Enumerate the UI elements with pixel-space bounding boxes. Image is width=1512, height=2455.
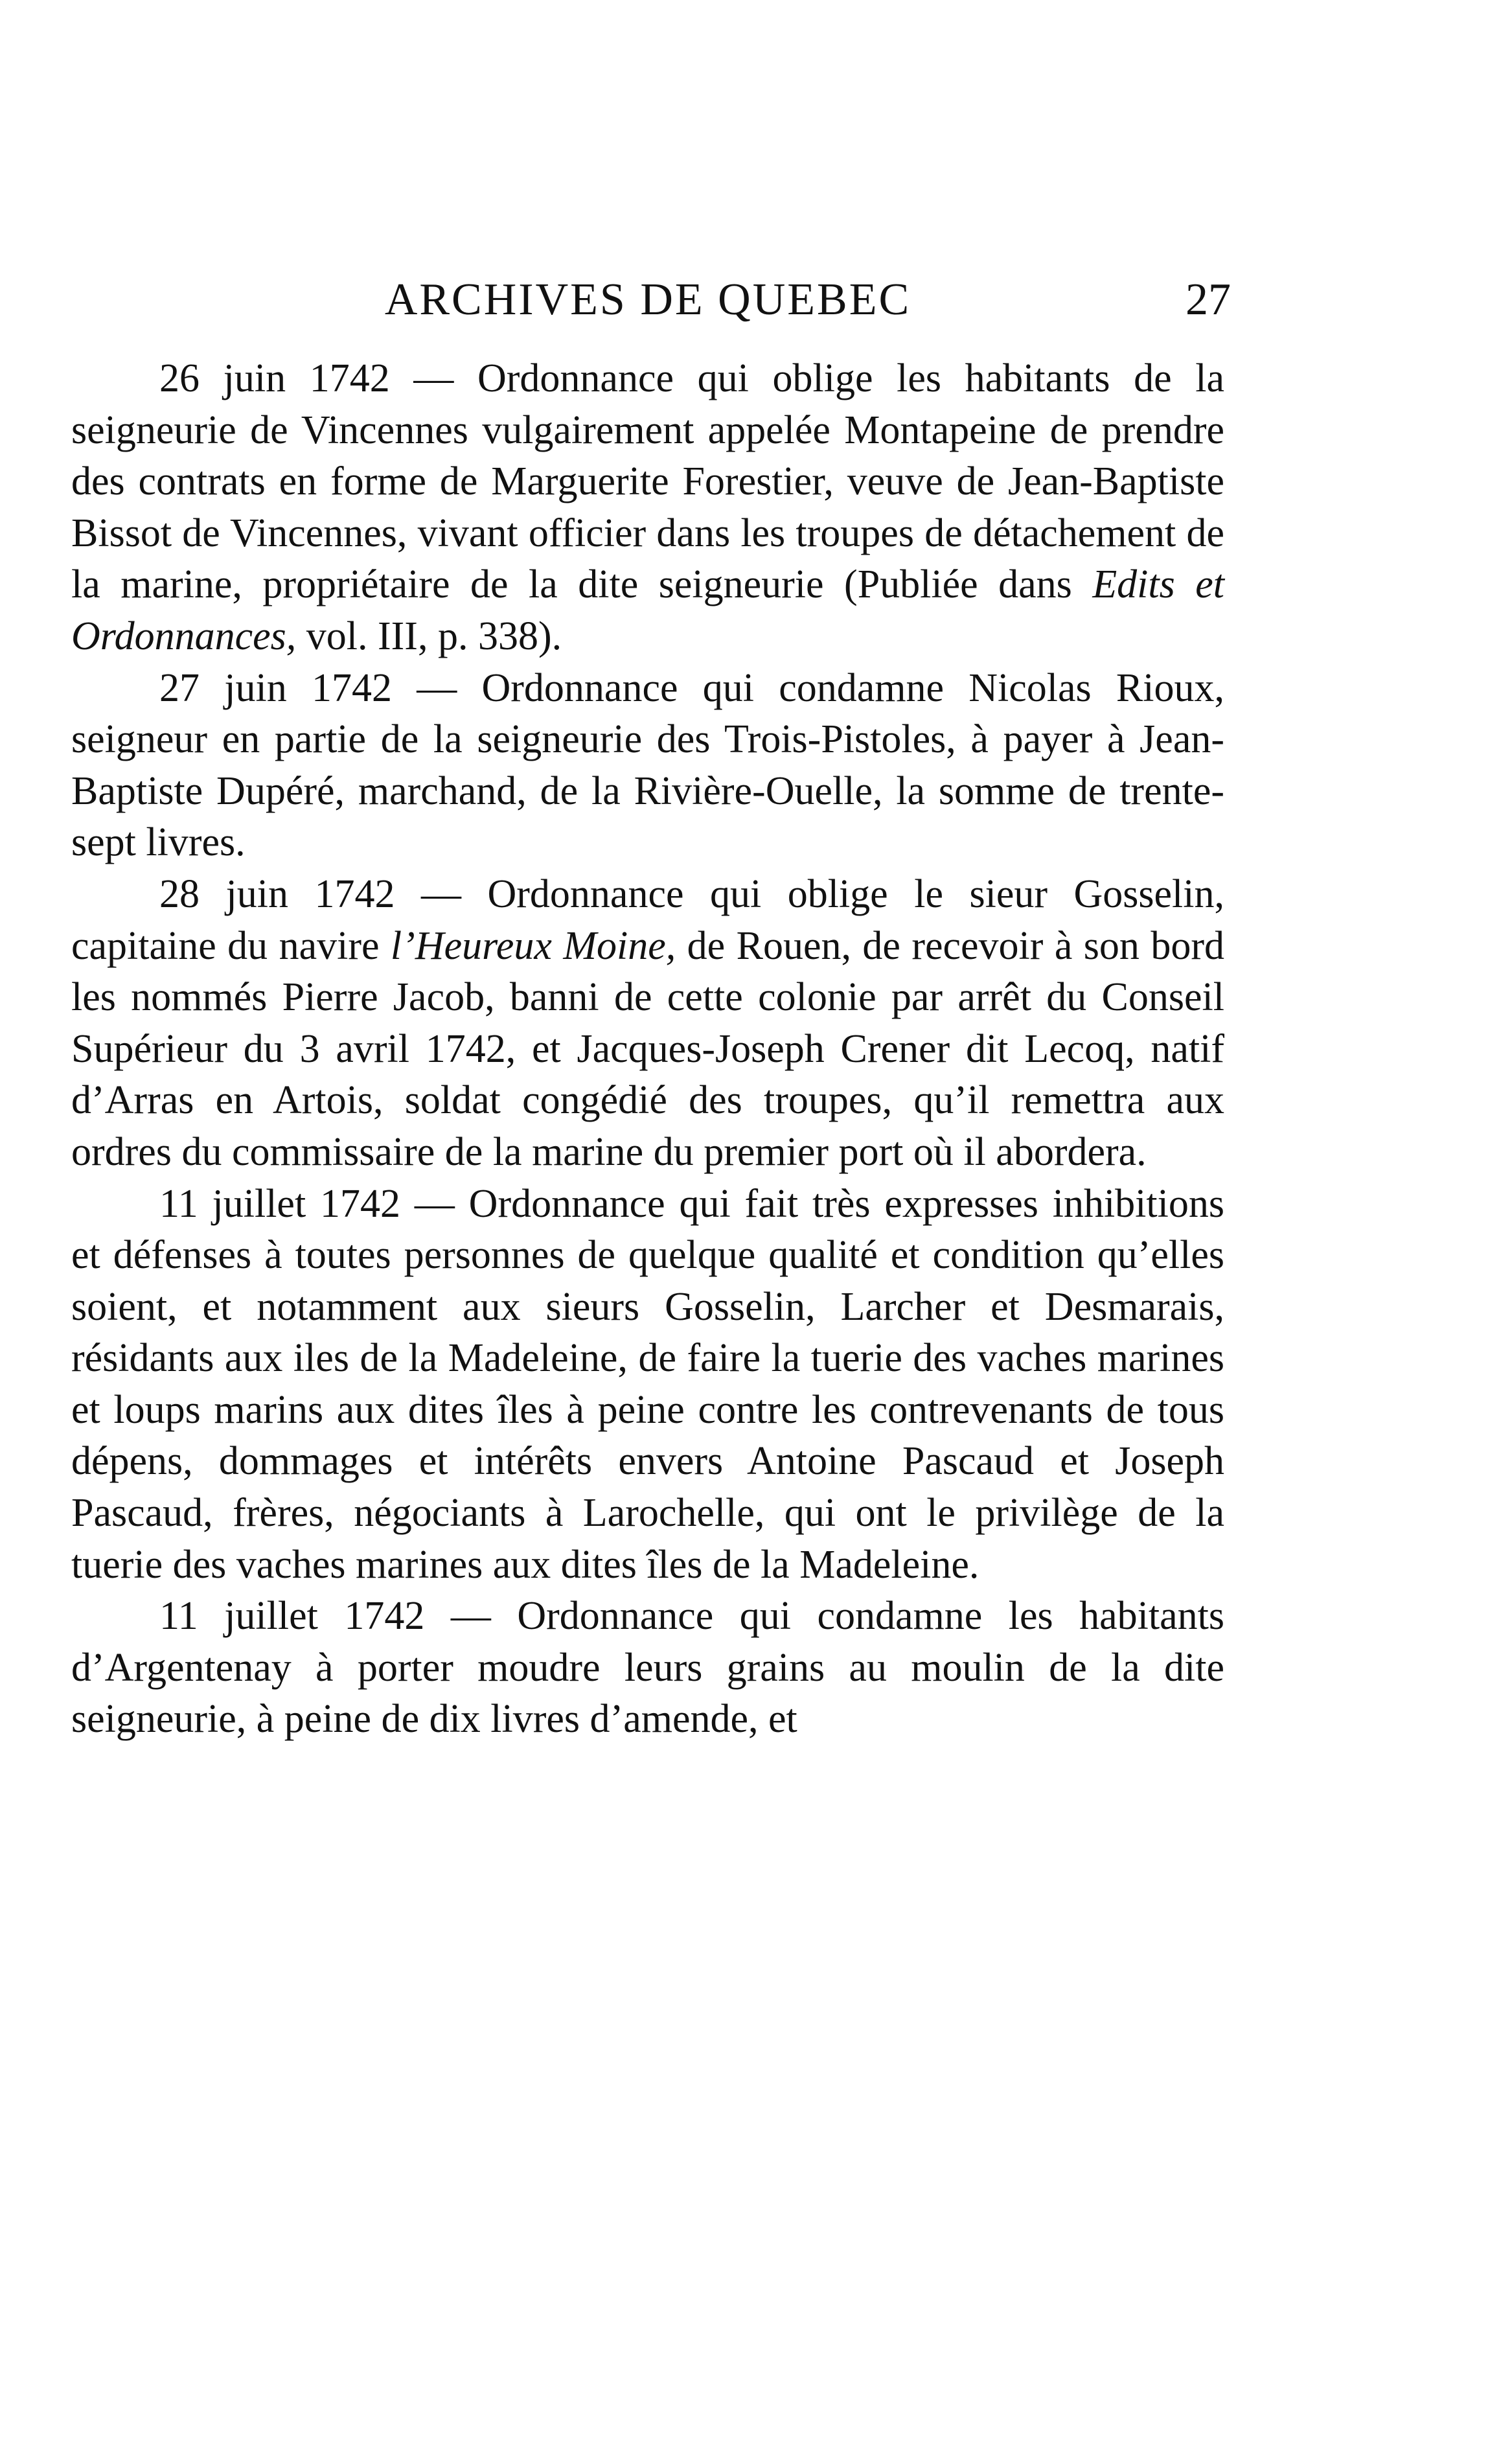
- body-text: [71, 353, 1224, 1746]
- page-title: ARCHIVES DE QUEBEC: [384, 275, 911, 325]
- entry-text-continued: de Rouen, de recevoir à son bord les nommés Pierre Jacob, banni de cette colonie par arrêt du Conseil Supérieur du 3 avril 1742, et Jacques-Joseph Crener dit Lecoq, natif d’Arras en Artois, soldat congédié des troupes, qu’il remettra aux ordres du commissaire de la marine du premier port où il abordera.: [71, 923, 1224, 1174]
- entry-text: — Ordonnance qui oblige le sieur Gosselin, capitaine du navire: [71, 871, 1225, 968]
- running-header: [71, 264, 1231, 336]
- entry-text: — Ordonnance qui oblige les habitants de la seigneurie de Vincennes vulgairement appelée Montapeine de prendre des contrats en forme de Marguerite Forestier, veuve de Jean-Baptiste Bissot de Vincennes, vivant officier dans les troupes de détachement de la marine, propriétaire de la dite seigneurie (Publiée dans: [71, 356, 1224, 607]
- entry-date: 11 juillet 1742: [159, 1181, 401, 1226]
- entry-date: 28 juin 1742: [159, 871, 395, 916]
- entry-text-continued: vol. III, p. 338).: [296, 614, 562, 658]
- entry-11-juillet-1742-a: [71, 1179, 1224, 1591]
- entry-text: — Ordonnance qui condamne Nicolas Rioux, seigneur en partie de la seigneurie des Trois-Pistoles, à payer à Jean-Baptiste Dupéré, marchand, de la Rivière-Ouelle, la somme de trente-sept livres.: [71, 665, 1225, 865]
- entry-date: 11 juillet 1742: [159, 1594, 425, 1639]
- entry-date: 27 juin 1742: [159, 665, 392, 710]
- entry-italic-ship-name: l’Heureux Moine,: [390, 923, 676, 968]
- entry-11-juillet-1742-b: [71, 1591, 1224, 1746]
- page-number: 27: [1186, 275, 1231, 325]
- entry-text: — Ordonnance qui condamne les habitants d’Argentenay à porter moudre leurs grains au moulin de la dite seigneurie, à peine de dix livres d’amende, et: [71, 1594, 1224, 1742]
- entry-26-juin-1742: [71, 353, 1224, 663]
- entry-text: — Ordonnance qui fait très expresses inhibitions et défenses à toutes personnes de quelque qualité et condition qu’elles soient, et notamment aux sieurs Gosselin, Larcher et Desmarais, résidants aux iles de la Madeleine, de faire la tuerie des vaches marines et loups marins aux dites îles à peine contre les contrevenants de tous dépens, dommages et intérêts envers Antoine Pascaud et Joseph Pascaud, frères, négociants à Larochelle, qui ont le privilège de la tuerie des vaches marines aux dites îles de la Madeleine.: [71, 1181, 1224, 1587]
- entry-28-juin-1742: [71, 869, 1224, 1179]
- entry-date: 26 juin 1742: [159, 356, 390, 400]
- entry-27-juin-1742: [71, 663, 1224, 869]
- entry-italic-title: Edits et Ordonnances,: [71, 562, 1225, 658]
